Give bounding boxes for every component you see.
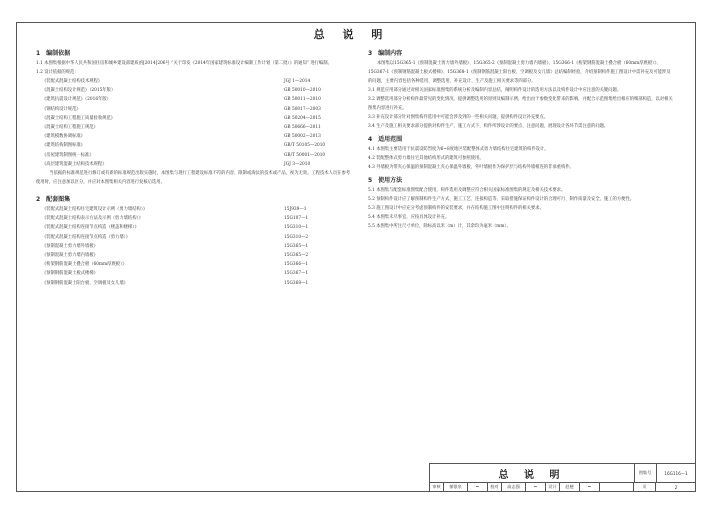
blank-cell: [600, 482, 634, 492]
atlas-name: 《装配式混凝土结构住宅建筑设计示例（剪力墙结构）》: [42, 207, 148, 213]
paragraph: 4.1 本图集主要适用于抗震设防烈度为6~8度地区装配整体式剪力墙结构住宅建筑的构件设计。: [368, 147, 549, 152]
paragraph: 3.2 调整选用部分分析构件最常见的变化情况，提供调整选用的原则及编制示例，给出由于参数变化带来的影响，并配合示范图集给出相应的细部构造，以对相关图集内容进行补充。: [368, 97, 673, 111]
norm-code: GB 50017—2003: [284, 106, 321, 112]
atlas-row: [36, 260, 354, 269]
norm-row: [36, 95, 354, 104]
paragraph: 5.2 预制构件设计应了解预制构件生产方式、施工工艺、连接构造等，采取措施保证构件设计的合理可行、制作质量及安全，施工的方便性。: [368, 197, 635, 202]
section-heading: 2 配套图集: [36, 196, 71, 204]
check-signature: ~: [526, 482, 546, 492]
norm-code: GB 50010—2010: [284, 88, 321, 94]
atlas-list: [36, 205, 354, 288]
paragraph: 5.5 本图集中所注尺寸单位，除标高以米（m）计，其余均为毫米（mm）。: [368, 224, 511, 229]
paragraph: 3.4 生产及施工相关要求部分提供对构件生产、施工方式下，构件所涉设计的要点、注意问题，展现设计各环节需注意的问题。: [368, 124, 609, 129]
atlas-row: [36, 233, 354, 242]
norm-code: JGJ 3—2010: [284, 161, 311, 167]
paragraph: 本图集以15G365-1《预制混凝土剪力墙外墙板》、15G365-2《预制混凝土剪力墙内墙板》、15G366-1《桁架钢筋混凝土叠合板（60mm厚底板）》、15G367-1《预制钢筋混凝土板式楼梯》、15G368-1《预制钢筋混凝土阳台板、空调板及女儿墙》总结编制经验，介绍预制构件施工图设计中需补充及可能涉及的问题，主要内容包括各种选用、调整选用、补充设计、生产及施工相关要求等四部分。: [368, 61, 671, 84]
paragraph: 5.4 本图集未尽事宜，应按具体设计补充。: [368, 215, 450, 220]
title-block-name: 总 说 明: [430, 464, 635, 482]
norm-code: GB 50002—2013: [284, 134, 321, 140]
norm-row: [36, 114, 354, 123]
norm-row: [36, 86, 354, 95]
paragraph: 3.1 规范应用部分通过对相关国家标准图集的系统分析及编制内容总结，阐明构件设计的选用方法以及构件设计中应注意的关键问题。: [368, 88, 622, 93]
atlas-code: 15G365—2: [284, 253, 309, 259]
right-column: [368, 45, 674, 231]
atlas-name: 《装配式混凝土结构连接节点构造（楼盖和楼梯）》: [42, 225, 139, 231]
norm-code: JGJ 1—2014: [284, 79, 311, 84]
atlas-number: 16G116—1: [664, 470, 688, 476]
norm-name: 《混凝土结构设计规范》（2015年版）: [42, 88, 116, 94]
atlas-name: 《桁架钢筋混凝土叠合板（60mm厚底板）》: [42, 262, 127, 268]
section-heading: 1 编制依据: [36, 50, 71, 57]
paragraph: 4.2 装配整体式剪力墙住宅其他结构形式的建筑可参照使用。: [368, 156, 484, 161]
atlas-code: 15G310—2: [284, 234, 309, 240]
design-signature: ~: [580, 482, 600, 492]
atlas-name: 《装配式混凝土结构连接节点构造（剪力墙）》: [42, 234, 131, 240]
norm-name: 《建筑结构制图标准》: [42, 143, 85, 149]
atlas-row: [36, 279, 354, 288]
design-label: 设计: [546, 482, 560, 492]
paragraph: 4.3 外墙板为带夹心保温的预制混凝土夹心保温外墙板，外叶墙板作为保护层与结构外墙相连的非承重构件。: [368, 165, 574, 170]
norm-name: 《混凝土结构工程施工质量验收规范》: [42, 115, 116, 121]
atlas-row: [36, 205, 354, 214]
atlas-row: [36, 214, 354, 223]
norm-row: [36, 132, 354, 141]
norm-name: 《建筑抗震设计规范》（2016年版）: [42, 97, 111, 103]
atlas-row: [36, 269, 354, 278]
norm-row: [36, 77, 354, 86]
review-signature: ~: [468, 482, 488, 492]
review-label: 审核: [430, 482, 444, 492]
norm-row: [36, 151, 354, 160]
paragraph: 当依据的标准规范进行修订或有新的标准规范出版实施时，本图集与现行工程建设标准不符的内容、限制或淘汰的技术或产品，视为无效。工程技术人员在参考使用时，应注意加以区分，并应对本图集相关内容进行复核后选用。: [36, 171, 351, 186]
norm-row: [36, 160, 354, 169]
page-title: 总 说 明: [313, 28, 390, 41]
norm-name: 《房屋建筑制图统一标准》: [42, 152, 94, 158]
atlas-name: 《预制钢筋混凝土阳台板、空调板及女儿墙》: [42, 280, 128, 286]
norm-row: [36, 123, 354, 132]
check-name: 高志强: [502, 482, 526, 492]
norm-row: [36, 141, 354, 150]
title-block: [429, 463, 696, 492]
review-name: 郁银泉: [444, 482, 468, 492]
atlas-name: 《预制钢筋混凝土板式楼梯》: [42, 271, 98, 277]
page-number: 2: [674, 484, 678, 490]
norm-name: 《装配式混凝土结构技术规程》: [42, 79, 103, 84]
atlas-code: 15J939—1: [284, 207, 307, 213]
check-label: 校对: [488, 482, 502, 492]
norm-code: GB/T 50001—2010: [284, 152, 326, 158]
paragraph: 5.1 本图集与配套标准图集配合使用，构件选用及调整应符合相关国家标准图集的规定及相关技术要求。: [368, 188, 566, 193]
paragraph: 1.1 本图集根据中华人民共和国住房和城乡建设部建质函[2014]206号 “关于印发《2014年国家建筑标准设计编制工作计划（第二批）》的通知” 进行编制。: [36, 61, 332, 66]
norm-code: GB 50666—2011: [284, 125, 321, 131]
paragraph: 5.3 施工图设计中应充分考虑预制构件的安装要求，并在结构施工图中注明构件的相关要求。: [368, 206, 544, 211]
paragraph: 3.3 补充设计部分针对图集构件选用中可能会涉及到的一些相关问题，提供构件设计补充要点。: [368, 115, 549, 120]
norm-name: 《高层建筑混凝土结构技术规程》: [42, 161, 107, 167]
atlas-row: [36, 251, 354, 260]
atlas-code: 15G367—1: [284, 271, 309, 277]
atlas-code: 15G107—1: [284, 216, 309, 222]
atlas-name: 《装配式混凝土结构表示方法及示例（剪力墙结构）》: [42, 216, 143, 222]
norm-name: 《混凝土结构工程施工规范》: [42, 125, 98, 131]
section-heading: 4 适用范围: [368, 136, 403, 143]
atlas-number-label: 图集号: [634, 464, 657, 482]
atlas-code: 15G368—1: [284, 280, 309, 286]
section-heading: 3 编制内容: [368, 50, 403, 57]
atlas-row: [36, 242, 354, 251]
norm-name: 《钢结构设计规范》: [42, 106, 81, 112]
norm-name: 《建筑模数协调标准》: [42, 134, 85, 140]
left-column: [36, 45, 354, 288]
atlas-row: [36, 223, 354, 232]
atlas-name: 《预制混凝土剪力墙内墙板》: [42, 253, 98, 259]
norm-list: [36, 77, 354, 169]
atlas-code: 15G365—1: [284, 243, 309, 249]
paragraph: 1.2 设计依据的规范：: [36, 70, 79, 75]
page-label: 页: [634, 482, 656, 492]
atlas-name: 《预制混凝土剪力墙外墙板》: [42, 243, 98, 249]
atlas-code: 15G310—1: [284, 225, 309, 231]
norm-code: GB 50204—2015: [284, 115, 321, 121]
atlas-code: 15G366—1: [284, 262, 309, 268]
norm-code: GB 50011—2010: [284, 97, 321, 103]
norm-row: [36, 105, 354, 114]
section-heading: 5 使用方法: [368, 177, 403, 184]
design-name: 赵梗: [560, 482, 580, 492]
norm-code: GB/T 50105—2010: [284, 143, 326, 149]
